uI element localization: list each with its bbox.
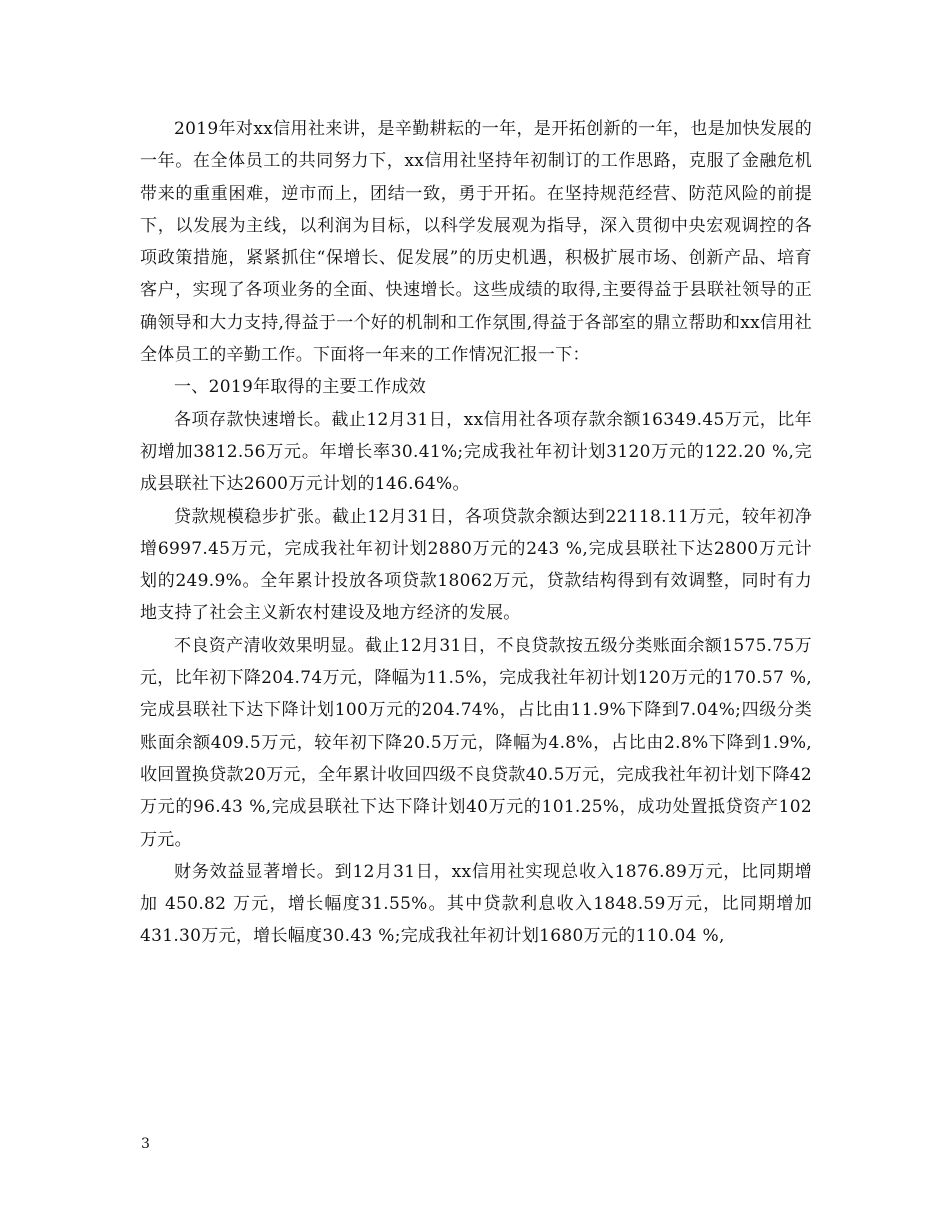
paragraph-deposits: 各项存款快速增长。截止12月31日，xx信用社各项存款余额16349.45万元，比年初增加3812.56万元。年增长率30.41%;完成我社年初计划3120万元的122.20 %,完成县联社下达2600万元计划的146.64%。 (140, 409, 812, 495)
paragraph-nonperforming-assets: 不良资产清收效果明显。截止12月31日，不良贷款按五级分类账面余额1575.75万元，比年初下降204.74万元，降幅为11.5%，完成我社年初计划120万元的170.57 %,完成县联社下达下降计划100万元的204.74%，占比由11.9%下降到7.04%;四级分类账面余额409.5万元，较年初下降20.5万元，降幅为4.8%，占比由2.8%下降到1.9%,收回置换贷款20万元，全年累计收回四级不良贷款40.5万元，完成我社年初计划下降42万元的96.43 %,完成县联社下达下降计划40万元的101.25%，成功处置抵贷资产102万元。 (140, 635, 812, 850)
section-heading: 一、2019年取得的主要工作成效 (174, 377, 427, 398)
paragraph-intro: 2019年对xx信用社来讲，是辛勤耕耘的一年，是开拓创新的一年，也是加快发展的一年。在全体员工的共同努力下，xx信用社坚持年初制订的工作思路，克服了金融危机带来的重重困难，逆市而上，团结一致，勇于开拓。在坚持规范经营、防范风险的前提下，以发展为主线，以利润为目标，以科学发展观为指导，深入贯彻中央宏观调控的各项政策措施，紧紧抓住“保增长、促发展”的历史机遇，积极扩展市场、创新产品、培育客户，实现了各项业务的全面、快速增长。这些成绩的取得,主要得益于县联社领导的正确领导和大力支持,得益于一个好的机制和工作氛围,得益于各部室的鼎立帮助和xx信用社全体员工的辛勤工作。下面将一年来的工作情况汇报一下： (140, 119, 812, 366)
paragraph-loans: 贷款规模稳步扩张。截止12月31日，各项贷款余额达到22118.11万元，较年初净增6997.45万元，完成我社年初计划2880万元的243 %,完成县联社下达2800万元计划的249.9%。全年累计投放各项贷款18062万元，贷款结构得到有效调整，同时有力地支持了社会主义新农村建设及地方经济的发展。 (140, 506, 812, 624)
page-number: 3 (141, 1136, 150, 1152)
document-body (140, 113, 812, 953)
paragraph-financial-performance: 财务效益显著增长。到12月31日，xx信用社实现总收入1876.89万元，比同期增加 450.82 万元，增长幅度31.55%。其中贷款利息收入1848.59万元，比同期增加431.30万元，增长幅度30.43 %;完成我社年初计划1680万元的110.04 %, (140, 861, 812, 947)
